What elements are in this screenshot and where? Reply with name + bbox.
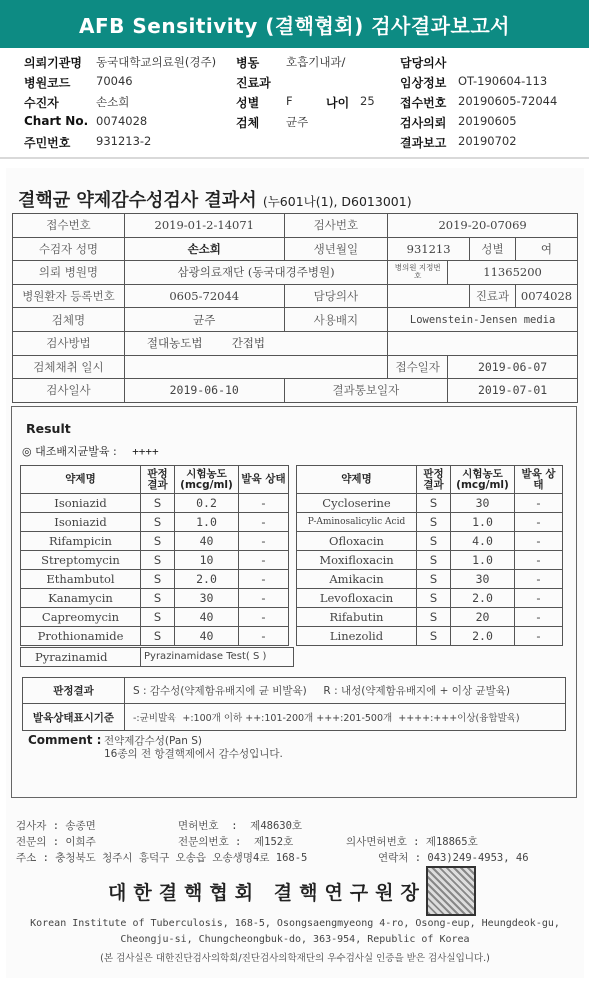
hospital-label: 의뢰기관명	[24, 56, 82, 70]
drug-name: Rifabutin	[297, 608, 417, 627]
drug-table-right	[296, 465, 563, 646]
drug-result: S	[417, 589, 451, 608]
drug-result: S	[141, 627, 175, 646]
drug-name: P-Aminosalicylic Acid	[297, 513, 417, 532]
drug-growth: -	[239, 608, 289, 627]
report-code: (누601나(1), D6013001)	[262, 194, 412, 209]
medium-label: 사용배지	[284, 308, 388, 332]
drug-result: S	[141, 570, 175, 589]
col-judge-left: 판정 결과	[141, 466, 175, 494]
doctor-label: 담당의사	[400, 56, 447, 70]
drug-row-left	[21, 608, 289, 627]
drug-row-right	[297, 570, 563, 589]
test-date-label: 검사일사	[13, 379, 125, 403]
drug-row-right	[297, 589, 563, 608]
drug-growth: -	[239, 513, 289, 532]
control-label: ◎ 대조배지균발육 :	[22, 445, 117, 458]
drug-concentration: 30	[451, 494, 515, 513]
sex-value-table: 여	[515, 237, 577, 261]
judge-legend-label: 판정결과	[23, 678, 125, 703]
drug-growth: -	[239, 532, 289, 551]
col-growth-right: 발육 상태	[515, 466, 563, 494]
drug-name: Linezolid	[297, 627, 417, 646]
drug-name: Cycloserine	[297, 494, 417, 513]
drug-growth: -	[239, 570, 289, 589]
drug-name: Moxifloxacin	[297, 551, 417, 570]
pyrazinamid-name: Pyrazinamid	[21, 648, 141, 666]
footer-license: 의사면허번호 : 제18865호	[346, 836, 478, 848]
age-value: 25	[360, 94, 375, 108]
method-indirect: 간접법	[231, 336, 266, 351]
drug-row-left	[21, 494, 289, 513]
drug-concentration: 40	[175, 608, 239, 627]
age-label: 나이	[326, 96, 350, 110]
method-value	[124, 331, 387, 355]
judge-legend-value: S : 감수성(약제함유배지에 균 비발육) R : 내성(약제함유배지에 + 이상 균발육)	[133, 685, 510, 697]
drug-growth: -	[515, 494, 563, 513]
patient-label: 수진자	[24, 96, 59, 110]
dept-label: 진료과	[236, 76, 271, 90]
drug-result: S	[417, 627, 451, 646]
sex-value: F	[286, 94, 293, 108]
hospital-label-table: 의뢰 병원명	[13, 261, 125, 285]
result-title: Result	[26, 421, 71, 436]
comment-line-2: 16종의 전 항결핵제에서 감수성입니다.	[104, 748, 283, 760]
growth-legend-value: -:균비발육 +:100개 이하 ++:101-200개 +++:201-500개 ++++:+++이상(융합발육)	[133, 713, 520, 724]
method-absolute: 절대농도법	[146, 336, 203, 351]
drug-concentration: 1.0	[451, 513, 515, 532]
control-growth	[22, 443, 159, 459]
drug-result: S	[141, 551, 175, 570]
drug-row-right	[297, 513, 563, 532]
dept-value-table: 0074028	[515, 284, 577, 308]
hospital-value-table: 삼광의료재단 (동국대경주병원)	[124, 261, 387, 285]
drug-row-left	[21, 589, 289, 608]
patient-value: 손소희	[96, 95, 130, 109]
drug-name: Streptomycin	[21, 551, 141, 570]
growth-legend-label: 발육상태표시기준	[23, 704, 125, 730]
drug-concentration: 2.0	[451, 627, 515, 646]
drug-result: S	[417, 570, 451, 589]
drug-concentration: 40	[175, 532, 239, 551]
footer-contact: 연락처 : 043)249-4953, 46	[378, 852, 529, 864]
request-label: 검사의뢰	[400, 116, 447, 130]
comment-label: Comment :	[28, 733, 102, 747]
drug-growth: -	[515, 513, 563, 532]
specimen-label-table: 검체명	[13, 308, 125, 332]
chart-value: 0074028	[96, 114, 148, 128]
id-label: 주민번호	[24, 136, 71, 150]
drug-result: S	[141, 532, 175, 551]
registration-value: 0605-72044	[124, 284, 284, 308]
dob-value: 931213	[388, 237, 470, 261]
code-value: 70046	[96, 74, 133, 88]
drug-concentration: 30	[175, 589, 239, 608]
drug-table-left	[20, 465, 289, 646]
drug-name: Levofloxacin	[297, 589, 417, 608]
registration-label: 병원환자 등록번호	[13, 284, 125, 308]
official-seal-stamp	[426, 866, 476, 916]
drug-growth: -	[239, 589, 289, 608]
section-divider	[0, 157, 589, 159]
drug-result: S	[417, 494, 451, 513]
drug-growth: -	[515, 532, 563, 551]
receipt-value: 20190605-72044	[458, 94, 558, 108]
comment-line-1: 전약제감수성(Pan S)	[104, 735, 203, 747]
medium-value: Lowenstein-Jensen media	[388, 308, 578, 332]
drug-name: Isoniazid	[21, 494, 141, 513]
drug-row-left	[21, 551, 289, 570]
drug-growth: -	[515, 589, 563, 608]
drug-concentration: 2.0	[175, 570, 239, 589]
drug-growth: -	[515, 627, 563, 646]
drug-row-left	[21, 532, 289, 551]
name-label: 수검자 성명	[13, 237, 125, 261]
request-value: 20190605	[458, 114, 517, 128]
method-empty	[388, 331, 578, 355]
chart-label: Chart No.	[24, 114, 89, 128]
col-drug-left: 약제명	[21, 466, 141, 494]
drug-growth: -	[515, 608, 563, 627]
hospital-value: 동국대학교의료원(경주)	[96, 55, 217, 69]
test-no-label: 검사번호	[284, 214, 388, 238]
drug-result: S	[417, 513, 451, 532]
doctor-label-table: 담당의사	[284, 284, 388, 308]
receipt-no-label: 접수번호	[13, 214, 125, 238]
report-value: 20190702	[458, 134, 517, 148]
drug-concentration: 10	[175, 551, 239, 570]
drug-row-left	[21, 570, 289, 589]
drug-row-right	[297, 494, 563, 513]
report-label: 결과보고	[400, 136, 447, 150]
legend-box	[22, 677, 566, 731]
receipt-no-value: 2019-01-2-14071	[124, 214, 284, 238]
drug-result: S	[141, 589, 175, 608]
receipt-label: 접수번호	[400, 96, 447, 110]
method-label: 검사방법	[13, 331, 125, 355]
col-drug-right: 약제명	[297, 466, 417, 494]
pyrazinamid-row	[20, 647, 294, 667]
drug-concentration: 1.0	[175, 513, 239, 532]
clinical-value: OT-190604-113	[458, 74, 548, 88]
drug-concentration: 4.0	[451, 532, 515, 551]
drug-name: Prothionamide	[21, 627, 141, 646]
organization-name: 대한결핵협회 결핵연구원장	[108, 882, 426, 904]
name-value: 손소희	[124, 237, 284, 261]
pyrazinamid-test: Pyrazinamidase Test( S )	[144, 651, 267, 662]
drug-result: S	[141, 608, 175, 627]
address-english-1: Korean Institute of Tuberculosis, 168-5, Osongsaengmyeong 4-ro, Osong-eup, Heungdeok-gu,	[30, 918, 560, 929]
drug-row-right	[297, 627, 563, 646]
drug-row-right	[297, 551, 563, 570]
drug-concentration: 20	[451, 608, 515, 627]
drug-result: S	[417, 532, 451, 551]
received-value: 2019-06-07	[448, 355, 578, 379]
result-box	[11, 406, 577, 798]
clinical-label: 임상정보	[400, 76, 447, 90]
col-conc-left: 시험농도 (mcg/ml)	[175, 466, 239, 494]
specimen-label: 검체	[236, 116, 260, 130]
drug-result: S	[141, 513, 175, 532]
sex-label-table: 성별	[470, 237, 516, 261]
report-title-text: 결핵균 약제감수성검사 결과서	[18, 190, 257, 211]
sex-label: 성별	[236, 96, 260, 110]
drug-growth: -	[239, 627, 289, 646]
dob-label: 생년월일	[284, 237, 388, 261]
footer-specialist: 전문의 : 이희주 전문의번호 : 제152호	[16, 836, 294, 848]
drug-name: Capreomycin	[21, 608, 141, 627]
drug-growth: -	[515, 570, 563, 589]
report-title	[18, 186, 412, 212]
drug-name: Ofloxacin	[297, 532, 417, 551]
specimen-value-table: 균주	[124, 308, 284, 332]
notify-label: 결과통보일자	[284, 379, 448, 403]
id-value: 931213-2	[96, 134, 152, 148]
drug-growth: -	[515, 551, 563, 570]
drug-name: Kanamycin	[21, 589, 141, 608]
report-header-title: AFB Sensitivity (결핵협회) 검사결과보고서	[0, 0, 589, 48]
drug-name: Isoniazid	[21, 513, 141, 532]
footer-tester: 검사자 : 송종면 면허번호 : 제48630호	[16, 820, 303, 832]
control-value: ++++	[132, 445, 159, 458]
test-no-value: 2019-20-07069	[388, 214, 578, 238]
specimen-info-table	[12, 213, 578, 403]
received-label: 접수일자	[388, 355, 448, 379]
drug-concentration: 40	[175, 627, 239, 646]
drug-row-left	[21, 627, 289, 646]
test-date-value: 2019-06-10	[124, 379, 284, 403]
scanned-report-image	[6, 168, 584, 978]
col-conc-right: 시험농도 (mcg/ml)	[451, 466, 515, 494]
certification-note: (본 검사실은 대한진단검사의학회/진단검사의학재단의 우수검사실 인증을 받은 검사실입니다.)	[100, 953, 490, 964]
specimen-value: 균주	[286, 115, 309, 129]
drug-name: Amikacin	[297, 570, 417, 589]
drug-name: Rifampicin	[21, 532, 141, 551]
code-label: 병원코드	[24, 76, 71, 90]
notify-value: 2019-07-01	[448, 379, 578, 403]
designation-value: 11365200	[448, 261, 578, 285]
doctor-value-table	[388, 284, 470, 308]
comment-section	[28, 733, 283, 760]
drug-concentration: 1.0	[451, 551, 515, 570]
dept-label-table: 진료과	[470, 284, 516, 308]
designation-label: 병의원 지정번호	[388, 261, 448, 285]
drug-concentration: 0.2	[175, 494, 239, 513]
drug-name: Ethambutol	[21, 570, 141, 589]
collection-label: 검체채취 일시	[13, 355, 125, 379]
col-growth-left: 발육 상태	[239, 466, 289, 494]
drug-concentration: 30	[451, 570, 515, 589]
address-english-2: Cheongju-si, Chungcheongbuk-do, 363-954, Republic of Korea	[120, 934, 470, 945]
drug-row-right	[297, 608, 563, 627]
drug-result: S	[417, 608, 451, 627]
drug-result: S	[141, 494, 175, 513]
drug-row-right	[297, 532, 563, 551]
patient-info-section	[0, 50, 589, 156]
drug-row-left	[21, 513, 289, 532]
ward-label: 병동	[236, 56, 260, 70]
drug-concentration: 2.0	[451, 589, 515, 608]
col-judge-right: 판정 결과	[417, 466, 451, 494]
drug-result: S	[417, 551, 451, 570]
drug-growth: -	[239, 551, 289, 570]
ward-value: 호흡기내과/	[286, 55, 346, 69]
drug-growth: -	[239, 494, 289, 513]
footer-address: 주소 : 충청북도 청주시 흥덕구 오송읍 오송생명4로 168-5	[16, 852, 308, 864]
collection-value	[124, 355, 387, 379]
